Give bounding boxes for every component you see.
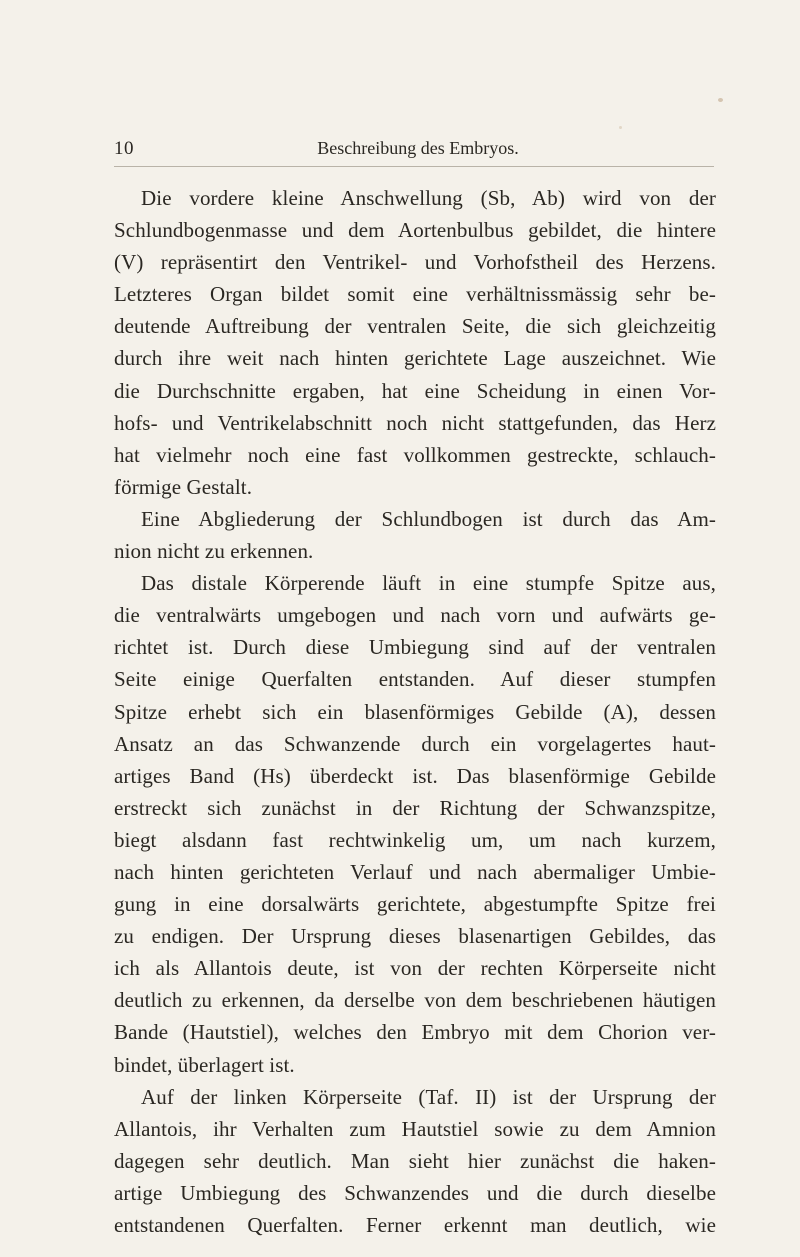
text-line: Schlundbogenmasse und dem Aortenbulbus gebildet, die hintere	[114, 218, 716, 243]
paragraph-koerperende	[114, 567, 716, 1081]
text-line: Allantois, ihr Verhalten zum Hautstiel sowie zu dem Amnion	[114, 1116, 716, 1141]
text-line: förmige Gestalt.	[114, 474, 253, 499]
text-line: deutende Auftreibung der ventralen Seite, die sich gleichzeitig	[114, 314, 716, 339]
text-line: hat vielmehr noch eine fast vollkommen gestreckte, schlauch-	[114, 442, 716, 467]
paragraph-linke-seite	[114, 1081, 716, 1241]
text-line: Eine Abgliederung der Schlundbogen ist durch das Am-	[141, 506, 716, 531]
text-line: Die vordere kleine Anschwellung (Sb, Ab) wird von der	[141, 186, 716, 210]
text-line: dagegen sehr deutlich. Man sieht hier zunächst die haken-	[114, 1148, 716, 1173]
header-rule	[114, 166, 714, 167]
text-line: Auf der linken Körperseite (Taf. II) ist der Ursprung der	[141, 1084, 716, 1109]
text-line: nion nicht zu erkennen.	[114, 539, 314, 564]
text-line: entstandenen Querfalten. Ferner erkennt man deutlich, wie	[114, 1213, 716, 1237]
text-line: (V) repräsentirt den Ventrikel- und Vorhofstheil des Herzens.	[114, 250, 716, 275]
text-line: bindet, überlagert ist.	[114, 1052, 295, 1077]
text-line: durch ihre weit nach hinten gerichtete Lage auszeichnet. Wie	[114, 346, 716, 371]
text-line: Das distale Körperende läuft in eine stumpfe Spitze aus,	[141, 571, 716, 596]
text-line: erstreckt sich zunächst in der Richtung der Schwanzspitze,	[114, 795, 716, 820]
paragraph-heart	[114, 182, 716, 503]
text-line: biegt alsdann fast rechtwinkelig um, um nach kurzem,	[114, 827, 716, 852]
text-line: Ansatz an das Schwanzende durch ein vorgelagertes haut-	[114, 731, 716, 756]
text-line: nach hinten gerichteten Verlauf und nach abermaliger Umbie-	[114, 859, 716, 884]
text-line: ich als Allantois deute, ist von der rechten Körperseite nicht	[114, 956, 716, 981]
text-line: die ventralwärts umgebogen und nach vorn und aufwärts ge-	[114, 603, 716, 628]
text-line: zu endigen. Der Ursprung dieses blasenartigen Gebildes, das	[114, 924, 716, 949]
running-title: Beschreibung des Embryos.	[317, 138, 519, 158]
text-line: Letzteres Organ bildet somit eine verhältnissmässig sehr be-	[114, 282, 716, 307]
foxing-spot	[718, 98, 723, 102]
body-text	[114, 182, 716, 1241]
paragraph-schlundbogen	[114, 503, 716, 567]
text-line: Bande (Hautstiel), welches den Embryo mit dem Chorion ver-	[114, 1020, 716, 1045]
page-number: 10	[114, 138, 134, 159]
text-line: artiges Band (Hs) überdeckt ist. Das blasenförmige Gebilde	[114, 763, 716, 788]
text-line: Spitze erhebt sich ein blasenförmiges Gebilde (A), dessen	[114, 699, 716, 724]
text-line: deutlich zu erkennen, da derselbe von dem beschriebenen häutigen	[114, 988, 716, 1013]
text-line: gung in eine dorsalwärts gerichtete, abgestumpfte Spitze frei	[114, 892, 716, 917]
text-line: die Durchschnitte ergaben, hat eine Scheidung in einen Vor-	[114, 378, 716, 403]
text-line: richtet ist. Durch diese Umbiegung sind auf der ventralen	[114, 635, 716, 660]
text-line: Seite einige Querfalten entstanden. Auf dieser stumpfen	[114, 667, 716, 692]
foxing-spot	[619, 126, 622, 129]
text-line: artige Umbiegung des Schwanzendes und die durch dieselbe	[114, 1180, 716, 1205]
text-line: hofs- und Ventrikelabschnitt noch nicht stattgefunden, das Herz	[114, 410, 716, 435]
